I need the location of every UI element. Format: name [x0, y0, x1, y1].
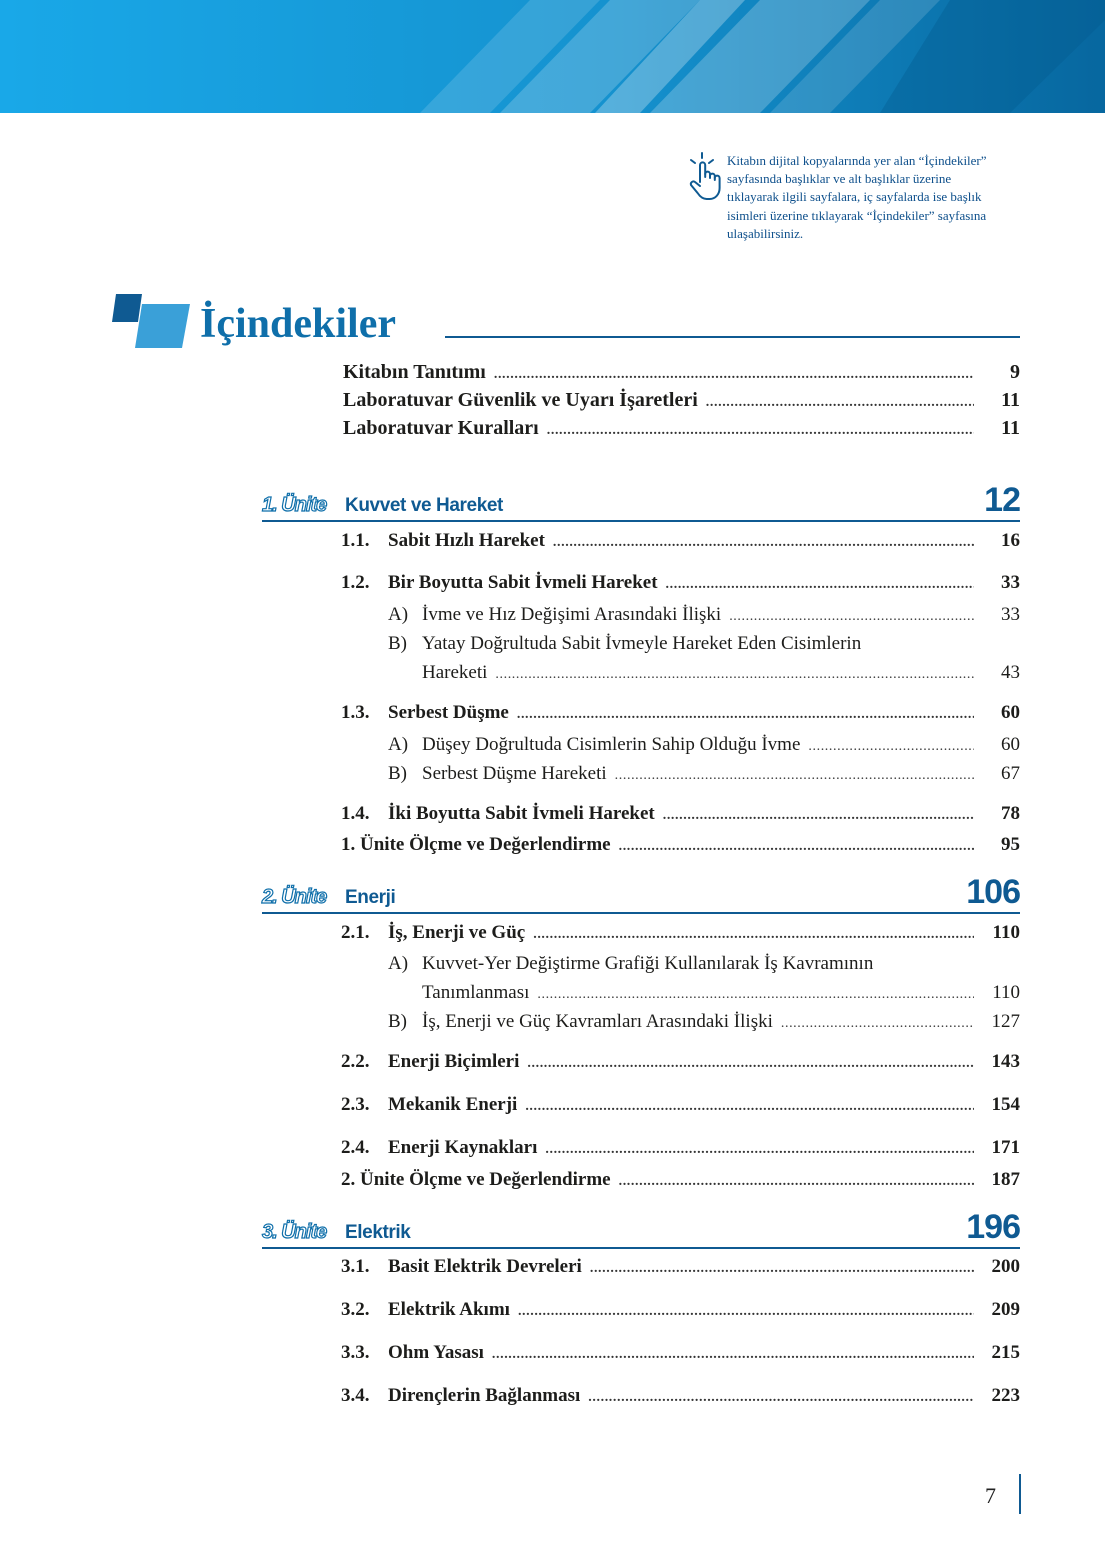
section-number: 1.1. [341, 530, 370, 551]
entry-page: 33 [1001, 572, 1020, 593]
entry-label [343, 389, 698, 412]
unit-rule [262, 1247, 1020, 1249]
dot-leader [588, 1390, 974, 1406]
toc-section[interactable] [341, 1256, 1020, 1286]
entry-label [341, 1137, 537, 1159]
entry-label [341, 1299, 510, 1321]
note-line: isimleri üzerine tıklayarak “İçindekiler” sayfasına [727, 207, 987, 223]
dot-leader [547, 423, 974, 439]
entry-label [341, 530, 545, 552]
section-title: Enerji Biçimleri [388, 1051, 520, 1072]
toc-subsection[interactable] [388, 1011, 1020, 1041]
dot-leader [729, 609, 974, 625]
section-number: 2.1. [341, 922, 370, 943]
entry-page: 43 [1001, 662, 1020, 683]
entry-label [341, 1094, 517, 1116]
section-number: 3.1. [341, 1256, 370, 1277]
entry-page: 33 [1001, 604, 1020, 625]
toc-assessment[interactable] [341, 834, 1020, 864]
toc-assessment[interactable] [341, 1169, 1020, 1199]
dot-leader [495, 667, 974, 683]
entry-label [388, 734, 800, 756]
section-title: Serbest Düşme [388, 702, 509, 723]
toc-section[interactable] [341, 572, 1020, 602]
entry-label [341, 1051, 519, 1073]
entry-page: 209 [991, 1299, 1020, 1320]
unit-title: Kuvvet ve Hareket [345, 495, 503, 516]
note-line: tıklayarak ilgili sayfalara, iç sayfalarda ise başlık [727, 189, 982, 205]
section-title: Basit Elektrik Devreleri [388, 1256, 582, 1277]
toc-subsection-cont[interactable] [422, 982, 1020, 1012]
entry-page: 11 [1001, 417, 1020, 439]
section-number: 2.3. [341, 1094, 370, 1115]
dot-leader [492, 1347, 974, 1363]
dot-leader [537, 987, 974, 1003]
entry-page: 143 [991, 1051, 1020, 1072]
unit-header[interactable] [262, 478, 1020, 522]
section-title: Ohm Yasası [388, 1342, 484, 1363]
dot-leader [518, 1304, 974, 1320]
entry-page: 154 [991, 1094, 1020, 1115]
section-title: İş, Enerji ve Güç [388, 922, 526, 943]
section-number: 2.2. [341, 1051, 370, 1072]
unit-label: 3. Ünite [262, 1221, 327, 1243]
dot-leader [553, 535, 974, 551]
entry-page: 223 [991, 1385, 1020, 1406]
dot-leader [494, 367, 974, 383]
section-number: 1.3. [341, 702, 370, 723]
dot-leader [527, 1056, 974, 1072]
dot-leader [590, 1261, 974, 1277]
entry-page: 95 [1001, 834, 1020, 855]
unit-title: Elektrik [345, 1222, 411, 1243]
entry-label [341, 702, 509, 724]
entry-page: 187 [991, 1169, 1020, 1190]
unit-header[interactable] [262, 870, 1020, 914]
toc-section[interactable] [341, 702, 1020, 732]
toc-entry[interactable] [343, 389, 1020, 419]
toc-section[interactable] [341, 530, 1020, 560]
entry-label [341, 834, 611, 856]
toc-section[interactable] [341, 1051, 1020, 1081]
entry-label [422, 662, 487, 684]
dot-leader [619, 1174, 974, 1190]
section-title: Enerji Kaynakları [388, 1137, 538, 1158]
entry-page: 171 [991, 1137, 1020, 1158]
toc-subsection[interactable] [388, 953, 873, 975]
section-title: Sabit Hızlı Hareket [388, 530, 545, 551]
section-number: 3.4. [341, 1385, 370, 1406]
unit-rule [262, 520, 1020, 522]
section-number: 2.4. [341, 1137, 370, 1158]
entry-title: Laboratuvar Güvenlik ve Uyarı İşaretleri [343, 389, 698, 411]
entry-page: 215 [991, 1342, 1020, 1363]
section-title: Bir Boyutta Sabit İvmeli Hareket [388, 572, 658, 593]
entry-label [341, 1385, 580, 1407]
toc-entry[interactable] [343, 361, 1020, 391]
subsection-letter: B) [388, 633, 407, 654]
entry-label [388, 763, 607, 785]
entry-label [341, 1256, 582, 1278]
unit-title: Enerji [345, 887, 396, 908]
entry-label [341, 922, 525, 944]
entry-page: 110 [992, 982, 1020, 1003]
entry-label [422, 982, 529, 1004]
section-title: İki Boyutta Sabit İvmeli Hareket [388, 803, 655, 824]
dot-leader [663, 808, 974, 824]
page-title: İçindekiler [200, 301, 396, 347]
subsection-title: İş, Enerji ve Güç Kavramları Arasındaki İlişki [422, 1011, 773, 1032]
page-number-rule [1019, 1474, 1021, 1514]
toc-entry[interactable] [343, 417, 1020, 447]
subsection-title: Serbest Düşme Hareketi [422, 763, 607, 784]
entry-label [343, 417, 539, 440]
dot-leader [666, 577, 974, 593]
unit-page: 106 [966, 873, 1020, 911]
assessment-title: 1. Ünite Ölçme ve Değerlendirme [341, 834, 611, 855]
dot-leader [781, 1016, 974, 1032]
section-title: Mekanik Enerji [388, 1094, 518, 1115]
entry-page: 78 [1001, 803, 1020, 824]
unit-label: 1. Ünite [262, 494, 327, 516]
unit-page: 196 [966, 1208, 1020, 1246]
entry-label [343, 361, 486, 384]
dot-leader [619, 839, 974, 855]
entry-page: 200 [991, 1256, 1020, 1277]
dot-leader [545, 1142, 974, 1158]
toc-section[interactable] [341, 803, 1020, 833]
unit-rule [262, 912, 1020, 914]
entry-page: 9 [1010, 361, 1020, 383]
entry-page: 16 [1001, 530, 1020, 551]
unit-label: 2. Ünite [262, 886, 327, 908]
entry-page: 60 [1001, 734, 1020, 755]
subsection-letter: A) [388, 604, 409, 625]
toc-section[interactable] [341, 1137, 1020, 1167]
dot-leader [517, 707, 974, 723]
subsection-letter: A) [388, 734, 409, 755]
dot-leader [533, 927, 974, 943]
subsection-letter: B) [388, 763, 407, 784]
page-number: 7 [985, 1483, 996, 1508]
entry-label [341, 803, 655, 825]
subsection-title: Düşey Doğrultuda Cisimlerin Sahip Olduğu İvme [422, 734, 801, 755]
dot-leader [615, 768, 974, 784]
subsection-title-cont: Tanımlanması [422, 982, 530, 1003]
toc-section[interactable] [341, 1385, 1020, 1415]
entry-label [341, 1169, 611, 1191]
section-number: 1.4. [341, 803, 370, 824]
section-title: Dirençlerin Bağlanması [388, 1385, 581, 1406]
subsection-title: Yatay Doğrultuda Sabit İvmeyle Hareket Eden Cisimlerin [422, 633, 862, 654]
unit-page: 12 [984, 481, 1020, 519]
entry-label [341, 1342, 484, 1364]
toc-section[interactable] [341, 1094, 1020, 1124]
entry-page: 60 [1001, 702, 1020, 723]
entry-page: 67 [1001, 763, 1020, 784]
note-line: Kitabın dijital kopyalarında yer alan “İçindekiler” [727, 153, 987, 168]
entry-label [388, 1011, 773, 1033]
toc-section[interactable] [341, 1342, 1020, 1372]
entry-title: Laboratuvar Kuralları [343, 417, 539, 439]
subsection-letter: B) [388, 1011, 407, 1032]
entry-label [341, 572, 658, 594]
subsection-title: İvme ve Hız Değişimi Arasındaki İlişki [422, 604, 722, 625]
section-number: 1.2. [341, 572, 370, 593]
toc-section[interactable] [341, 1299, 1020, 1329]
toc-subsection[interactable] [388, 763, 1020, 793]
toc-subsection[interactable] [388, 734, 1020, 764]
entry-label [388, 604, 721, 626]
section-number: 3.3. [341, 1342, 370, 1363]
section-number: 3.2. [341, 1299, 370, 1320]
subsection-title-cont: Hareketi [422, 662, 488, 683]
note-line: ulaşabilirsiniz. [727, 225, 804, 241]
entry-title: Kitabın Tanıtımı [343, 361, 486, 383]
note-line: sayfasında başlıklar ve alt başlıklar üzerine [727, 171, 952, 187]
entry-page: 11 [1001, 389, 1020, 411]
entry-page: 127 [991, 1011, 1020, 1032]
entry-page: 110 [992, 922, 1020, 943]
toc-subsection-cont[interactable] [422, 662, 1020, 692]
section-title: Elektrik Akımı [388, 1299, 510, 1320]
dot-leader [808, 739, 974, 755]
toc-subsection[interactable] [388, 633, 861, 655]
assessment-title: 2. Ünite Ölçme ve Değerlendirme [341, 1169, 611, 1190]
dot-leader [525, 1099, 974, 1115]
toc-section[interactable] [341, 922, 1020, 952]
subsection-title: Kuvvet-Yer Değiştirme Grafiği Kullanılarak İş Kavramının [422, 953, 874, 974]
toc-subsection[interactable] [388, 604, 1020, 634]
subsection-letter: A) [388, 953, 409, 974]
dot-leader [706, 395, 974, 411]
unit-header[interactable] [262, 1205, 1020, 1249]
